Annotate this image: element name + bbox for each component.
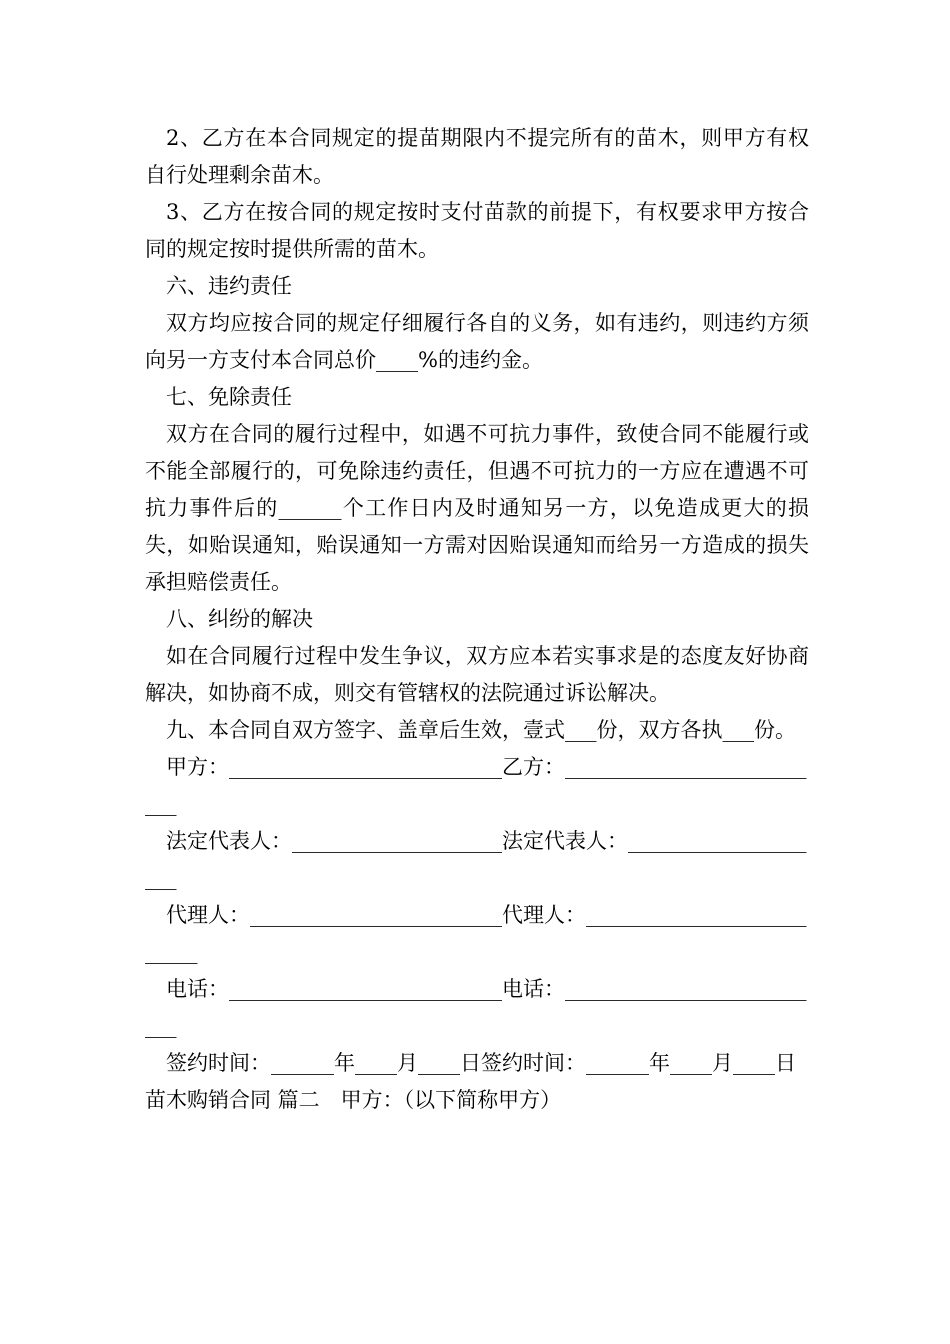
effectiveness-paragraph: 九、本合同自双方签字、盖章后生效，壹式___份，双方各执___份。 bbox=[166, 718, 796, 742]
signature-date-line: 签约时间：______年____月____日签约时间：______年____月____日 bbox=[166, 1051, 796, 1075]
next-section-title: 苗木购销合同 篇二 甲方：（以下简称甲方） bbox=[145, 1088, 562, 1112]
dispute-paragraph: 如在合同履行过程中发生争议，双方应本若实事求是的态度友好协商解决，如协商不成，则交有管辖权的法院通过诉讼解决。 bbox=[145, 644, 809, 705]
signature-agent-line: 代理人：________________________代理人：__________________________ bbox=[145, 903, 807, 964]
clause-2-paragraph: 2、乙方在本合同规定的提苗期限内不提完所有的苗木，则甲方有权自行处理剩余苗木。 bbox=[145, 126, 809, 187]
contract-page bbox=[145, 120, 809, 1119]
exemption-paragraph: 双方在合同的履行过程中，如遇不可抗力事件，致使合同不能履行或不能全部履行的，可免除违约责任，但遇不可抗力的一方应在遭遇不可抗力事件后的______个工作日内及时通知另一方，以免造成更大的损失，如贻误通知，贻误通知一方需对因贻误通知而给另一方造成的损失承担赔偿责任。 bbox=[145, 422, 809, 594]
signature-party-line: 甲方：__________________________乙方：__________________________ bbox=[145, 755, 807, 816]
section-heading-liability: 六、违约责任 bbox=[166, 274, 292, 298]
section-heading-dispute: 八、纠纷的解决 bbox=[166, 607, 313, 631]
signature-block bbox=[145, 749, 809, 1082]
signature-phone-line: 电话：__________________________电话：__________________________ bbox=[145, 977, 807, 1038]
section-heading-exemption: 七、免除责任 bbox=[166, 385, 292, 409]
signature-representative-line: 法定代表人：____________________法定代表人：____________________ bbox=[145, 829, 807, 890]
liability-paragraph: 双方均应按合同的规定仔细履行各自的义务，如有违约，则违约方须向另一方支付本合同总价____%的违约金。 bbox=[145, 311, 809, 372]
clause-3-paragraph: 3、乙方在按合同的规定按时支付苗款的前提下，有权要求甲方按合同的规定按时提供所需的苗木。 bbox=[145, 200, 809, 261]
